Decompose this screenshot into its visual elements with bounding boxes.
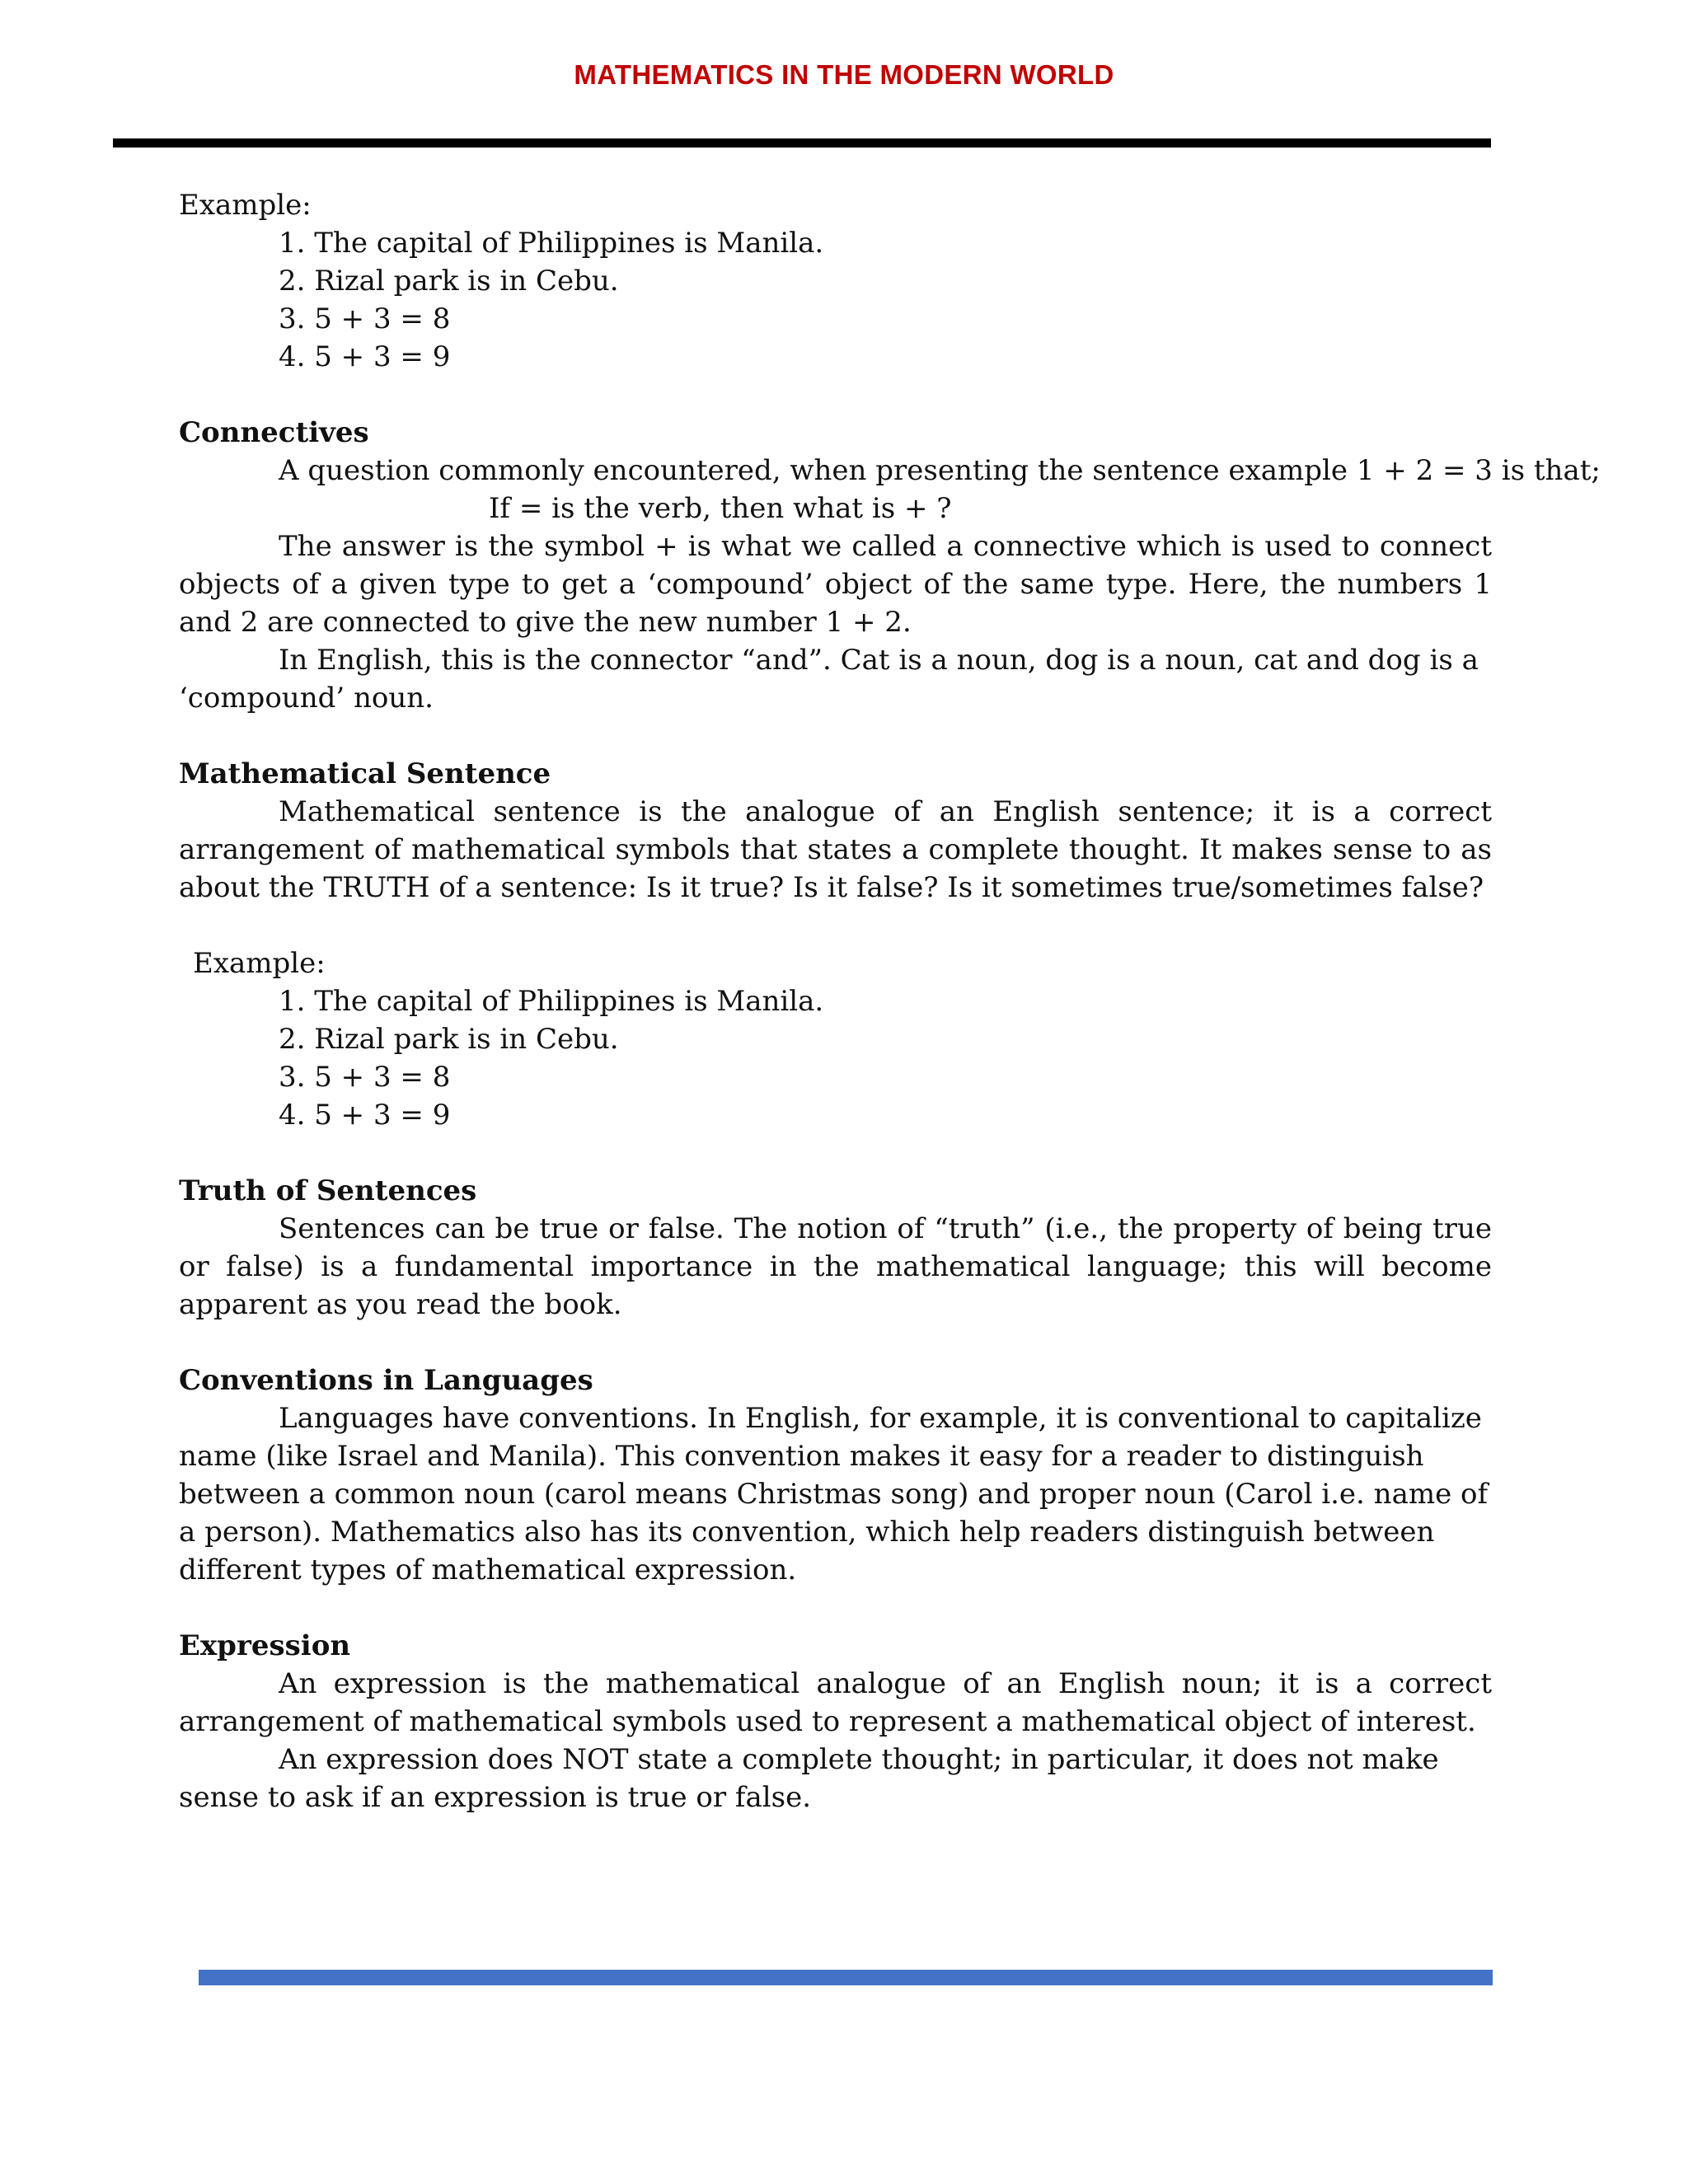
example-item: 1. The capital of Philippines is Manila. — [279, 985, 824, 1018]
example-item: 2. Rizal park is in Cebu. — [279, 265, 619, 298]
paragraph: An expression does NOT state a complete thought; in particular, it does not make sense to ask if an expression is true or false. — [179, 1743, 1439, 1814]
footer-rule — [199, 1970, 1493, 1985]
paragraph: The answer is the symbol + is what we called a connective which is used to connect objects of a given type to get a ‘compound’ object of the same type. Here, the numbers 1 and 2 are connected to give the new number 1 + 2. — [179, 530, 1492, 639]
page-content — [179, 186, 1601, 1816]
centered-question: If = is the verb, then what is + ? — [489, 492, 952, 525]
paragraph: An expression is the mathematical analogue of an English noun; it is a correct arrangement of mathematical symbols used to represent a mathematical object of interest. — [179, 1667, 1492, 1738]
section-heading-expression: Expression — [179, 1629, 351, 1662]
section-heading-mathematical-sentence: Mathematical Sentence — [179, 757, 551, 790]
example-item: 3. 5 + 3 = 8 — [279, 302, 451, 335]
section-heading-conventions: Conventions in Languages — [179, 1364, 593, 1397]
example-label: Example: — [179, 189, 312, 222]
paragraph: In English, this is the connector “and”. Cat is a noun, dog is a noun, cat and dog is a ‘compound’ noun. — [179, 644, 1479, 715]
example-item: 4. 5 + 3 = 9 — [279, 1099, 451, 1132]
example-item: 2. Rizal park is in Cebu. — [279, 1023, 619, 1056]
paragraph: Mathematical sentence is the analogue of an English sentence; it is a correct arrangement of mathematical symbols that states a complete thought. It makes sense to as about the TRUTH of a sentence: Is it true? Is it false? Is it sometimes true/sometimes false? — [179, 795, 1492, 904]
paragraph: Languages have conventions. In English, for example, it is conventional to capitalize name (like Israel and Manila). This convention makes it easy for a reader to distinguish between a common noun (carol means Christmas song) and proper noun (Carol i.e. name of a person). Mathematics also has its convention, which help readers distinguish between different types of mathematical expression. — [179, 1402, 1489, 1586]
example-item: 1. The capital of Philippines is Manila. — [279, 227, 824, 260]
paragraph: Sentences can be true or false. The notion of “truth” (i.e., the property of being true or false) is a fundamental importance in the mathematical language; this will become apparent as you read the book. — [179, 1212, 1492, 1321]
example-label: Example: — [193, 947, 326, 980]
section-heading-connectives: Connectives — [179, 416, 369, 449]
example-item: 3. 5 + 3 = 8 — [279, 1061, 451, 1094]
page-header-title: MATHEMATICS IN THE MODERN WORLD — [574, 59, 1114, 90]
header-rule — [113, 138, 1491, 148]
example-item: 4. 5 + 3 = 9 — [279, 340, 451, 373]
section-heading-truth-of-sentences: Truth of Sentences — [179, 1174, 477, 1207]
paragraph: A question commonly encountered, when presenting the sentence example 1 + 2 = 3 is that; — [279, 454, 1601, 487]
